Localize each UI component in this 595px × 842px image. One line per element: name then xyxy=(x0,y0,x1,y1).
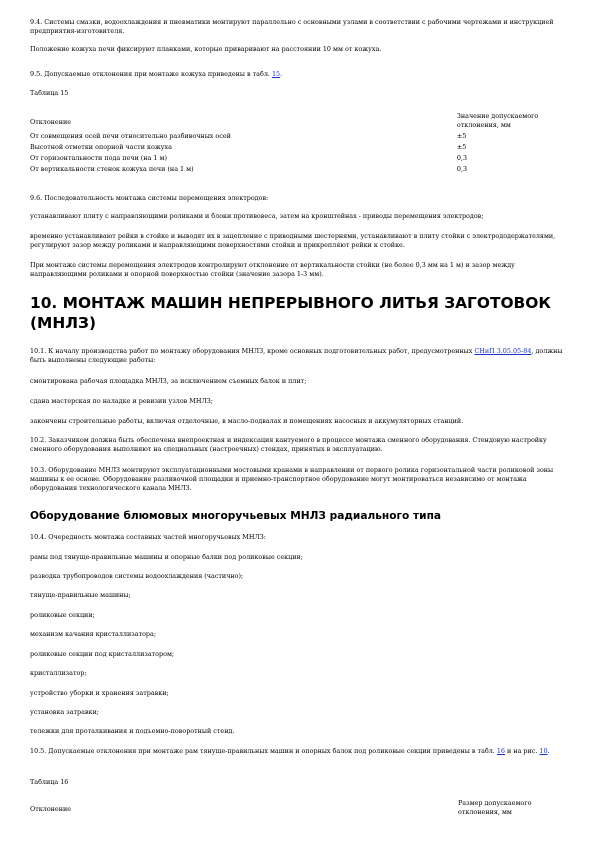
section-heading-10: 10. МОНТАЖ МАШИН НЕПРЕРЫВНОГО ЛИТЬЯ ЗАГОТОВОК (МНЛЗ) xyxy=(30,294,551,332)
table-row xyxy=(30,163,565,174)
list-item: устройство уборки и хранения затравки; xyxy=(30,689,169,697)
table-header-row xyxy=(30,799,565,817)
table-cell-value: 0,3 xyxy=(456,165,468,173)
paragraph-9-6-control: При монтаже системы перемещения электродов контролируют отклонение от вертикальности стойки (не более 0,3 мм на 1 м) и зазор между направляющими роликами и опорной поверхностью стойки (значение зазора 1-3 мм). xyxy=(30,261,515,278)
paragraph-9-4: 9.4. Системы смазки, водоохлаждения и пневматики монтируют параллельно с основными узлами в соответствии с рабочими чертежами и инструкцией предприятия-изготовителя. xyxy=(30,18,554,35)
table-header-value: Значение допускаемого отклонения, мм xyxy=(456,112,539,129)
paragraph-9-5 xyxy=(30,70,565,79)
table-cell-value: ±5 xyxy=(456,143,467,151)
table-cell-value: ±5 xyxy=(456,132,467,140)
list-item: тянуще-правильные машины; xyxy=(30,591,131,599)
table-cell-name: От совмещения осей печи относительно разбивочных осей xyxy=(30,132,231,140)
list-item: рамы под тянуще-правильные машины и опорные балки под роликовые секции; xyxy=(30,553,303,561)
paragraph-10-1-item-2: сдана мастерская по наладке и ревизии узлов МНЛЗ; xyxy=(30,397,213,405)
paragraph-10-4: 10.4. Очередность монтажа составных частей многоручьевых МНЛЗ: xyxy=(30,533,266,541)
table-15-link[interactable]: 15 xyxy=(271,70,281,78)
paragraph-10-1-item-1: смонтирована рабочая площадка МНЛЗ, за исключением съемных балок и плит; xyxy=(30,377,307,385)
paragraph-10-5 xyxy=(30,747,565,756)
paragraph-9-6-step-1: устанавливают плиту с направляющими роликами и блоки противовеса, затем на кронштейнах - приводы перемещения электродов; xyxy=(30,212,484,220)
list-item: установка затравки; xyxy=(30,708,99,716)
paragraph-9-5-text: 9.5. Допускаемые отклонения при монтаже кожуха приведены в табл. xyxy=(30,70,272,78)
table-16-link[interactable]: 16 xyxy=(496,747,505,755)
table-cell-name: Высотной отметки опорной части кожуха xyxy=(30,143,172,151)
table-15-caption: Таблица 15 xyxy=(30,89,69,97)
list-item: разводка трубопроводов системы водоохлаждения (частично); xyxy=(30,572,244,580)
paragraph-10-1 xyxy=(30,347,565,365)
table-row xyxy=(30,152,565,163)
paragraph-10-5-mid: и на рис. xyxy=(505,747,540,755)
table-cell-name: От вертикальности стенок кожуха печи (на 1 м) xyxy=(30,165,194,173)
paragraph-10-5-text: 10.5. Допускаемые отклонения при монтаже рам тянуще-правильных машин и опорных балок под роликовые секции приведены в табл. xyxy=(30,747,497,755)
table-cell-name: От горизонтальности пода печи (на 1 м) xyxy=(30,154,167,162)
list-item: тележки для проталкивания и подъемно-поворотный стенд. xyxy=(30,727,235,735)
list-item: кристаллизатор; xyxy=(30,669,87,677)
paragraph-10-2: 10.2. Заказчиком должна быть обеспечена внепроектная и индексация кантуемого в процессе монтажа сменного оборудования. Стендовую настройку сменного оборудования выполняют на специальных (настроечных) стендах, принятых в эксплуатацию. xyxy=(30,436,547,453)
table-header-deviation: Отклонение xyxy=(30,118,72,126)
paragraph-9-6-step-2: временно устанавливают рейки в стойке и выводят их в зацепление с приводными шестернями, устанавливают в плиту стойки с электрододержателями, регулируют зазор между роликами и направляющими поверхностями стойки и прикрепляют рейки к стойке. xyxy=(30,232,556,249)
table-16-caption: Таблица 16 xyxy=(30,778,69,786)
table-cell-value: 0,3 xyxy=(456,154,468,162)
paragraph-9-5-end: . xyxy=(280,70,283,78)
subsection-heading-blooms: Оборудование блюмовых многоручьевых МНЛЗ радиального типа xyxy=(30,510,442,522)
list-item: роликовые секции; xyxy=(30,611,95,619)
table-header-deviation: Отклонение xyxy=(30,805,72,813)
paragraph-10-3: 10.3. Оборудование МНЛЗ монтируют эксплуатационными мостовыми кранами в направлении от первого ролика горизонтальной части роликовой зоны машины к ее основе. Оборудование разливочной площадки и приемно-транспортное оборудование могут монтироваться независимо от монтажа оборудования технологического канала МНЛЗ. xyxy=(30,466,554,492)
paragraph-10-1-text: 10.1. К началу производства работ по монтажу оборудования МНЛЗ, кроме основных подготовительных работ, предусмотренных xyxy=(30,347,475,355)
paragraph-10-1-item-3: закончены строительные работы, включая отделочные, в масло-подвалах и помещениях насосных и аккумуляторных станций. xyxy=(30,417,464,425)
table-15 xyxy=(30,112,565,174)
table-16 xyxy=(30,799,565,817)
table-row xyxy=(30,141,565,152)
paragraph-10-5-end: . xyxy=(547,747,550,755)
paragraph-9-6: 9.6. Последовательность монтажа системы перемещения электродов: xyxy=(30,194,269,202)
list-item: механизм качания кристаллизатора; xyxy=(30,630,156,638)
table-header-value: Размер допускаемого отклонения, мм xyxy=(458,799,532,816)
paragraph-10-1-end: , должны быть выполнены следующие работы: xyxy=(30,347,563,364)
table-row xyxy=(30,130,565,141)
snip-link[interactable]: СНиП 3.05.05-84 xyxy=(474,347,532,355)
table-header-row xyxy=(30,112,565,130)
figure-10-link[interactable]: 10 xyxy=(539,747,548,755)
list-item: роликовые секции под кристаллизатором; xyxy=(30,650,175,658)
paragraph-kozhuh-fix: Положение кожуха печи фиксируют планками, которые приваривают на расстоянии 10 мм от кожуха. xyxy=(30,45,382,53)
